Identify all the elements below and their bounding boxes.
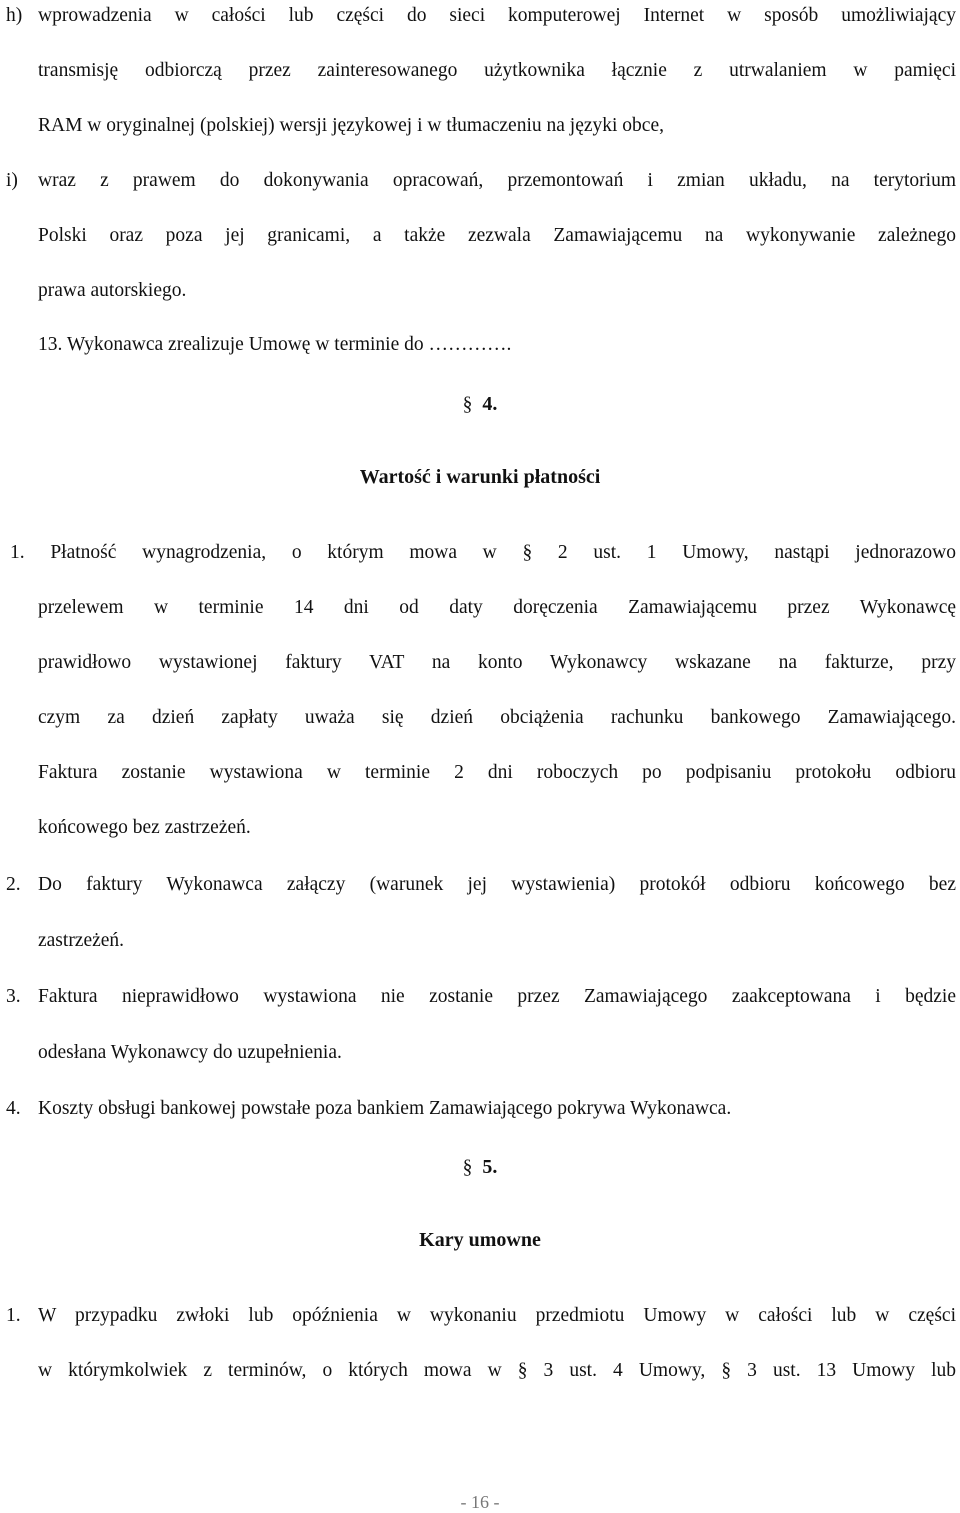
item-i-line-3: prawa autorskiego. bbox=[38, 280, 187, 301]
s4-point-1-line-6: końcowego bez zastrzeżeń. bbox=[38, 817, 251, 838]
item-h-line-3: RAM w oryginalnej (polskiej) wersji językowej i w tłumaczeniu na języki obce, bbox=[38, 115, 664, 136]
item-i-line-2: Polski oraz poza jej granicami, a także zezwala Zamawiającemu na wykonywanie zależnego bbox=[38, 225, 956, 246]
section-5-number-text: 5. bbox=[482, 1156, 498, 1178]
section-4-number bbox=[0, 392, 960, 417]
section-symbol: § bbox=[462, 1157, 473, 1178]
item-h-line-1: wprowadzenia w całości lub części do sieci komputerowej Internet w sposób umożliwiający bbox=[38, 5, 956, 26]
item-i-line-1: wraz z prawem do dokonywania opracowań, przemontowań i zmian układu, na terytorium bbox=[38, 170, 956, 191]
s4-point-4-line-1: Koszty obsługi bankowej powstałe poza bankiem Zamawiającego pokrywa Wykonawca. bbox=[38, 1098, 732, 1119]
list-marker-2: 2. bbox=[6, 874, 21, 895]
page-number: - 16 - bbox=[460, 1492, 500, 1512]
s4-point-1-line-2: przelewem w terminie 14 dni od daty doręczenia Zamawiającemu przez Wykonawcę bbox=[38, 597, 956, 618]
list-marker-i: i) bbox=[6, 170, 18, 191]
list-marker-3: 3. bbox=[6, 986, 21, 1007]
list-marker-h: h) bbox=[6, 5, 23, 26]
item-h-line-2: transmisję odbiorczą przez zainteresowanego użytkownika łącznie z utrwalaniem w pamięci bbox=[38, 60, 956, 81]
s4-point-1-line-4: czym za dzień zapłaty uważa się dzień obciążenia rachunku bankowego Zamawiającego. bbox=[38, 707, 956, 728]
s4-point-2-line-2: zastrzeżeń. bbox=[38, 930, 125, 951]
list-marker-4: 4. bbox=[6, 1098, 21, 1119]
section-5-title: Kary umowne bbox=[419, 1229, 541, 1251]
list-marker-1: 1. bbox=[6, 1305, 21, 1326]
s4-point-1-line-5: Faktura zostanie wystawiona w terminie 2 dni roboczych po podpisaniu protokołu odbioru bbox=[38, 762, 956, 783]
s4-point-3-line-2: odesłana Wykonawcy do uzupełnienia. bbox=[38, 1042, 342, 1063]
s4-point-1-line-3: prawidłowo wystawionej faktury VAT na konto Wykonawcy wskazane na fakturze, przy bbox=[38, 652, 956, 673]
section-4-number-text: 4. bbox=[482, 393, 498, 415]
s4-point-2-line-1: Do faktury Wykonawca załączy (warunek jej wystawienia) protokół odbioru końcowego bez bbox=[38, 874, 956, 895]
section-4-title: Wartość i warunki płatności bbox=[359, 466, 601, 488]
s4-point-1-line-1: 1. Płatność wynagrodzenia, o którym mowa w § 2 ust. 1 Umowy, nastąpi jednorazowo bbox=[10, 542, 956, 563]
s4-point-3-line-1: Faktura nieprawidłowo wystawiona nie zostanie przez Zamawiającego zaakceptowana i będzie bbox=[38, 986, 956, 1007]
section-5-number bbox=[0, 1155, 960, 1180]
section-symbol: § bbox=[462, 394, 473, 415]
s5-point-1-line-2: w którymkolwiek z terminów, o których mowa w § 3 ust. 4 Umowy, § 3 ust. 13 Umowy lub bbox=[38, 1360, 956, 1381]
s5-point-1-line-1: W przypadku zwłoki lub opóźnienia w wykonaniu przedmiotu Umowy w całości lub w części bbox=[38, 1305, 956, 1326]
point-13: 13. Wykonawca zrealizuje Umowę w terminie do …………. bbox=[38, 334, 512, 355]
